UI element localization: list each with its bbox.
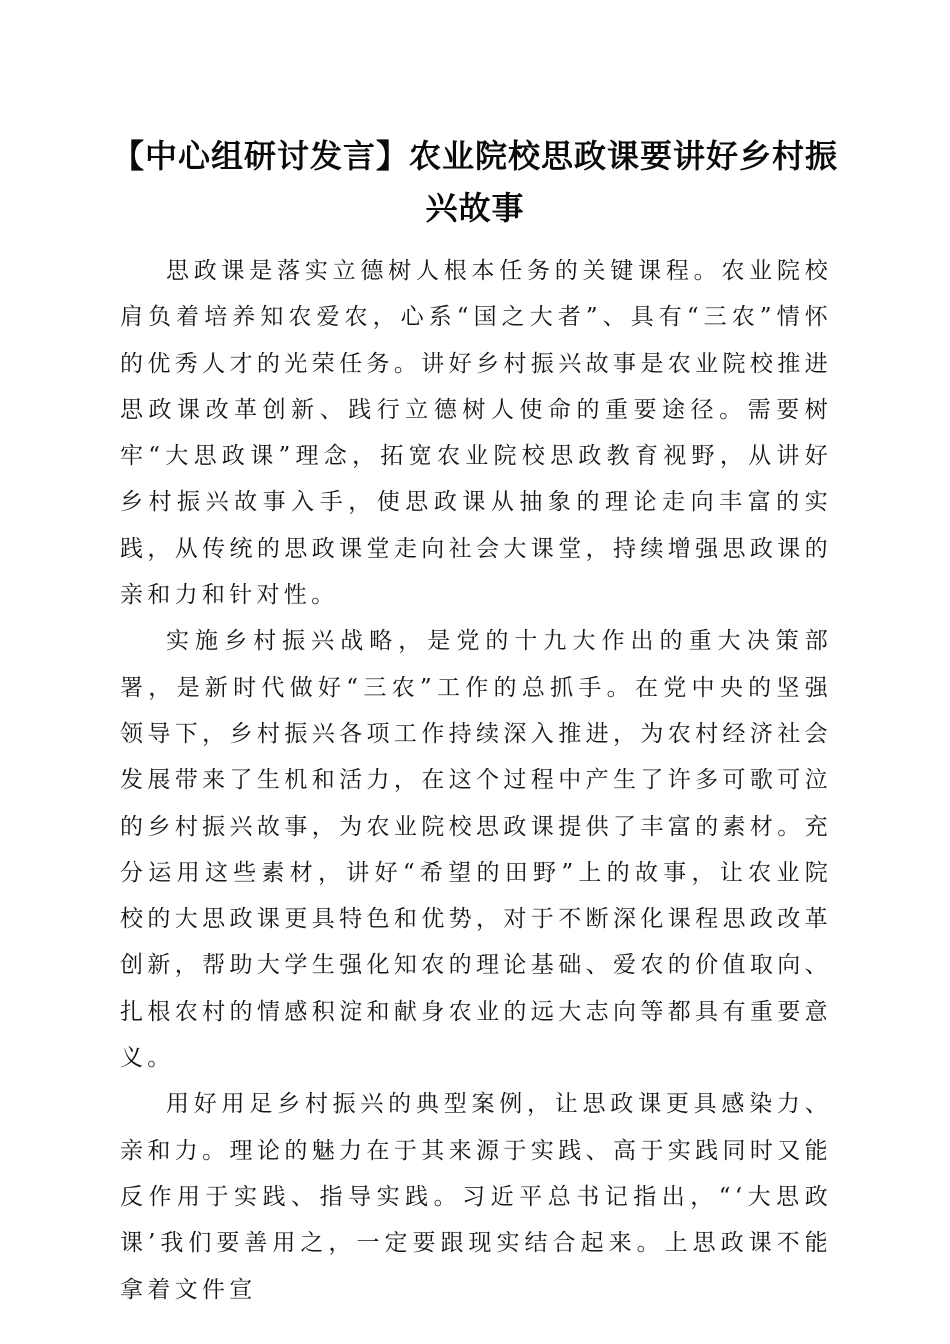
paragraph-1: 思政课是落实立德树人根本任务的关键课程。农业院校肩负着培养知农爱农，心系“国之大者”、具有“三农”情怀的优秀人才的光荣任务。讲好乡村振兴故事是农业院校推进思政课改革创新、践行立德树人使命的重要途径。需要树牢“大思政课”理念，拓宽农业院校思政教育视野，从讲好乡村振兴故事入手，使思政课从抽象的理论走向丰富的实践，从传统的思政课堂走向社会大课堂，持续增强思政课的亲和力和针对性。 — [120, 258, 832, 609]
paragraph-2: 实施乡村振兴战略，是党的十九大作出的重大决策部署，是新时代做好“三农”工作的总抓手。在党中央的坚强领导下，乡村振兴各项工作持续深入推进，为农村经济社会发展带来了生机和活力，在这个过程中产生了许多可歌可泣的乡村振兴故事，为农业院校思政课提供了丰富的素材。充分运用这些素材，讲好“希望的田野”上的故事，让农业院校的大思政课更具特色和优势，对于不断深化课程思政改革创新，帮助大学生强化知农的理论基础、爱农的价值取向、扎根农村的情感积淀和献身农业的远大志向等都具有重要意义。 — [120, 628, 832, 1072]
document-title: 【中心组研讨发言】农业院校思政课要讲好乡村振兴故事 — [111, 137, 838, 227]
document-body — [120, 248, 832, 1313]
paragraph-3: 用好用足乡村振兴的典型案例，让思政课更具感染力、亲和力。理论的魅力在于其来源于实践、高于实践同时又能反作用于实践、指导实践。习近平总书记指出，“‘大思政课’我们要善用之，一定要跟现实结合起来。上思政课不能拿着文件宣 — [120, 1091, 832, 1303]
